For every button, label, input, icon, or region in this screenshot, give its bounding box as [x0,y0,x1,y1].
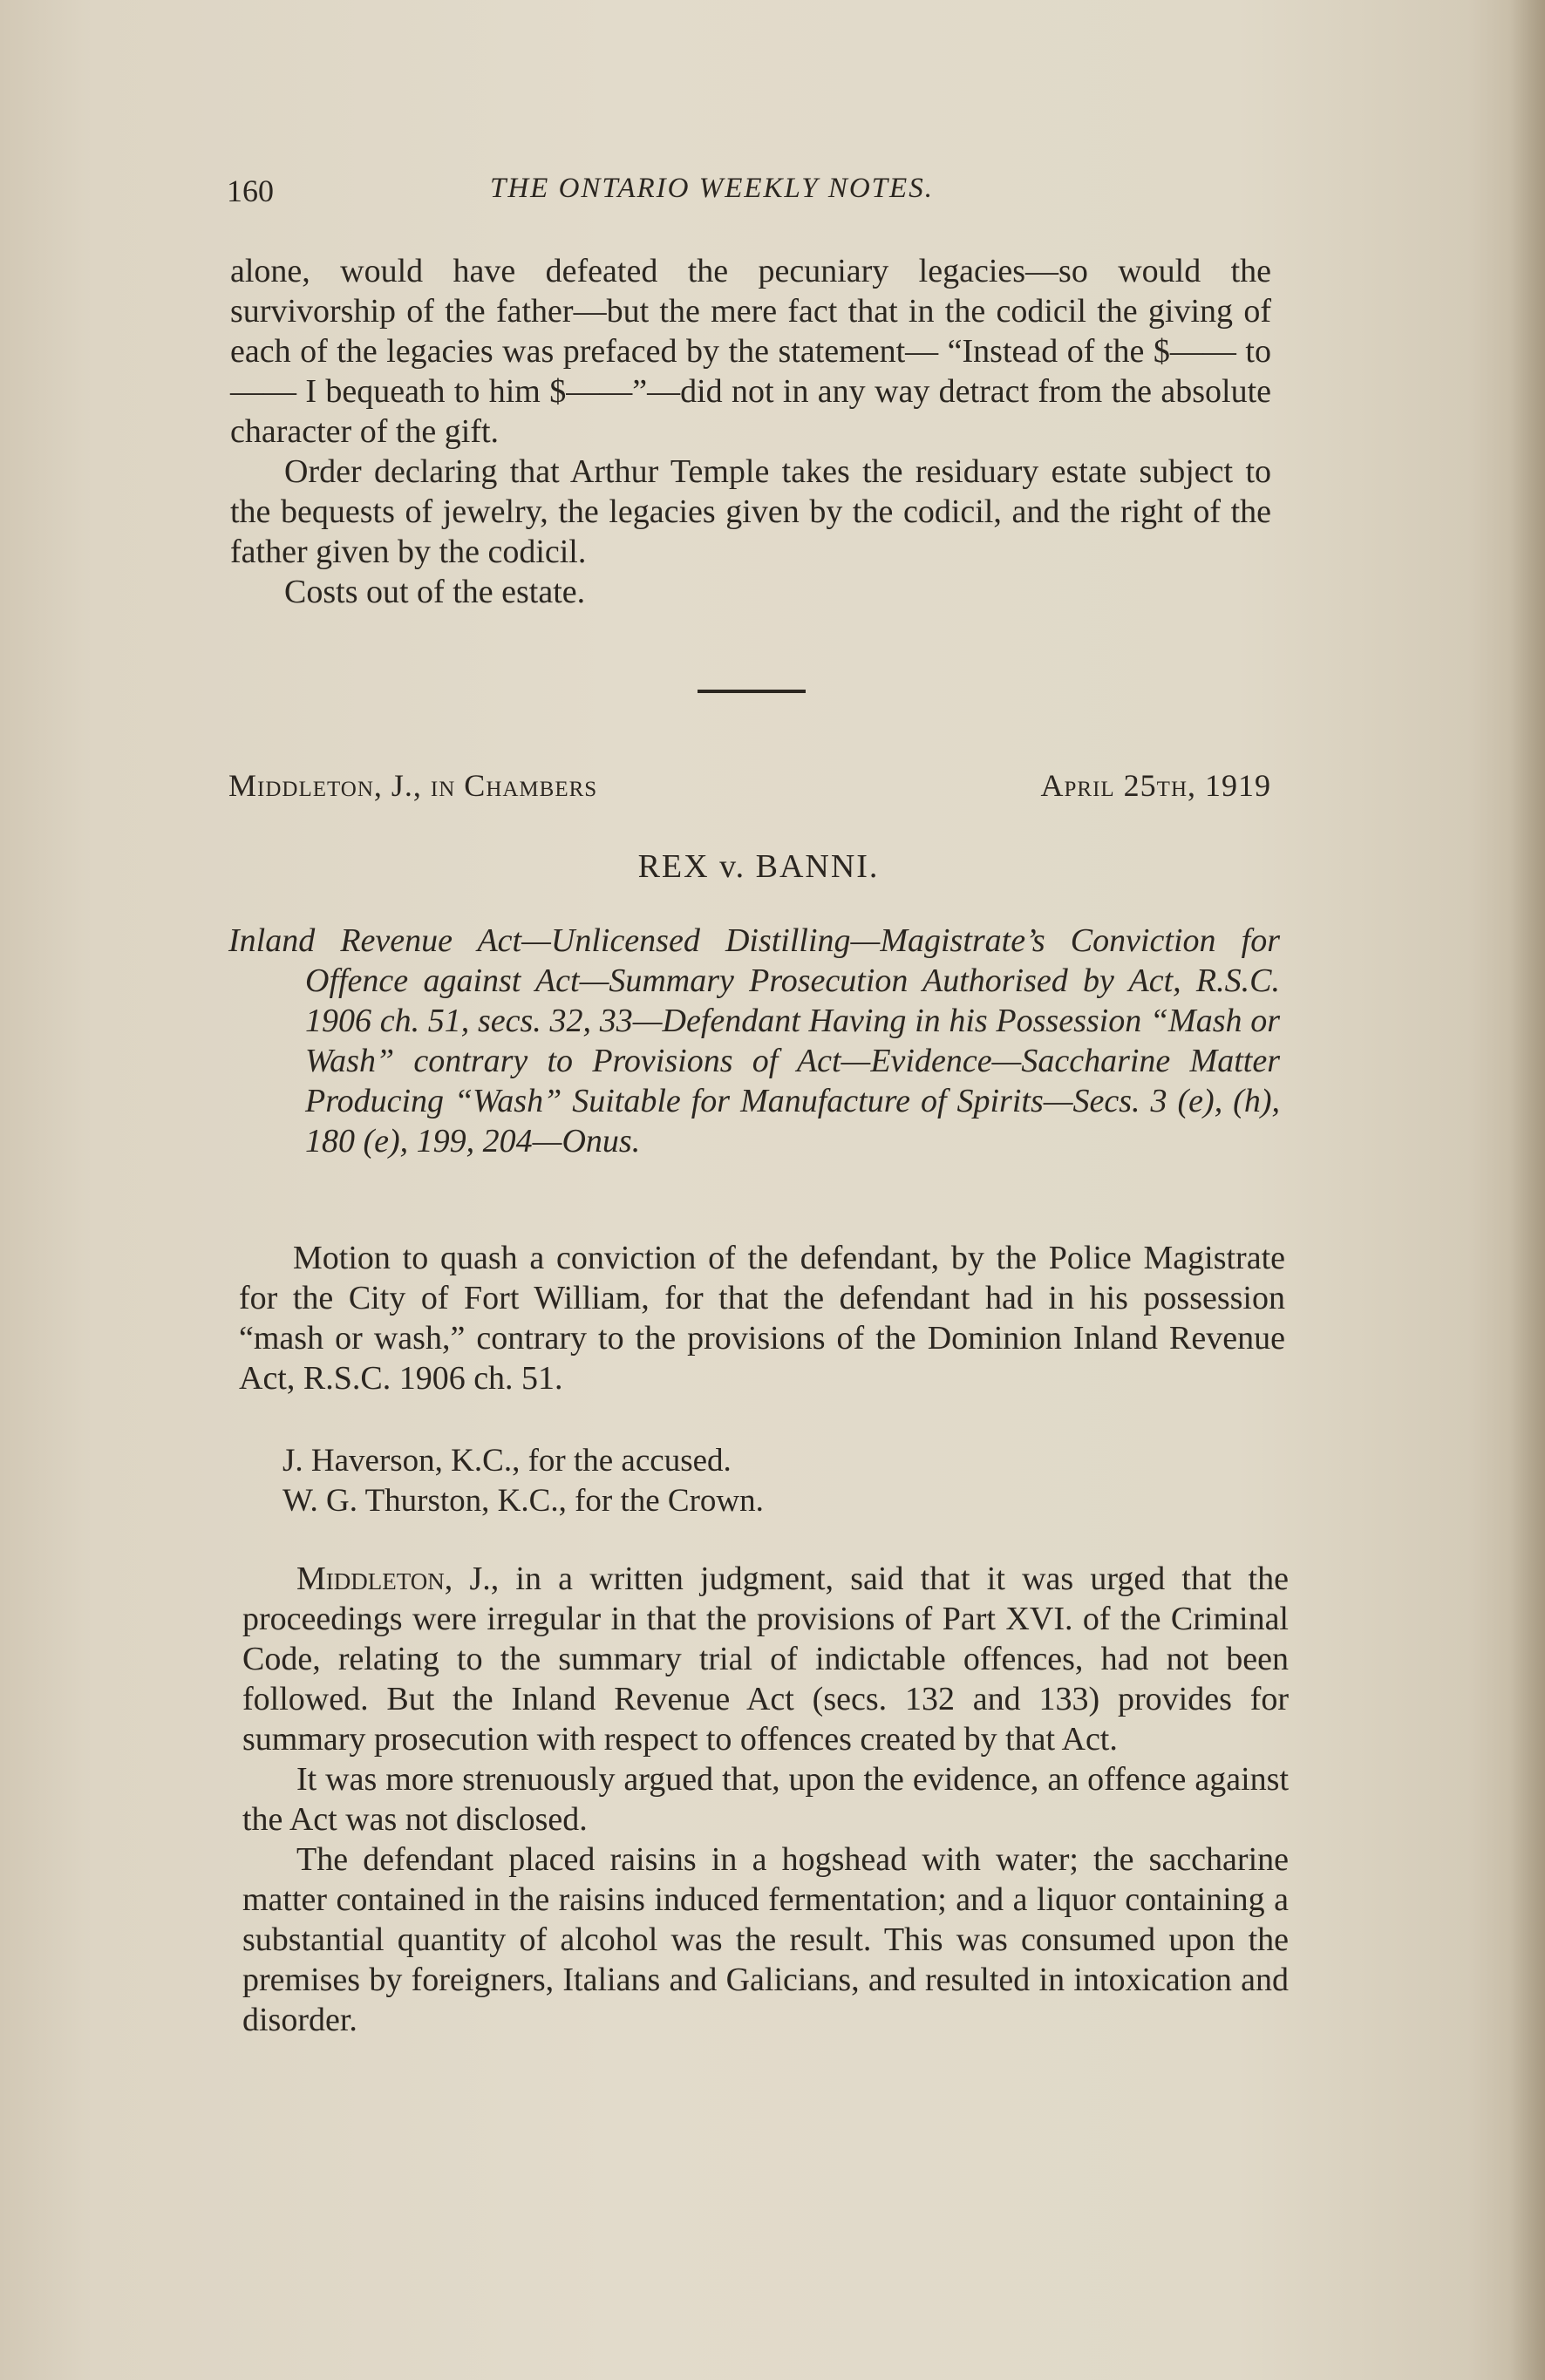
case-date: April 25th, 1919 [1040,768,1271,803]
continuation-text [230,251,1271,612]
case-dateline [228,767,1271,807]
judgment-paragraph-1 [242,1559,1289,1759]
judge-court: Middleton, J., in Chambers [228,768,598,803]
judgment-paragraph-3: The defendant placed raisins in a hogshead with water; the saccharine matter contained in the raisins induced fermentation; and a liquor containing a substantial quantity of alcohol was the result. This was consumed upon the premises by foreigners, Italians and Galicians, and resulted in intoxication and disorder. [242,1841,1289,2038]
section-divider [698,690,806,693]
page-header [227,173,1011,216]
motion-block [239,1238,1285,1398]
judge-name: Middleton, J. [296,1561,491,1597]
judgment-block [242,1559,1289,2040]
counsel-accused: J. Haverson, K.C., for the accused. [282,1443,732,1479]
judgment-paragraph-2: It was more strenuously argued that, upon the evidence, an offence against the Act was not disclosed. [242,1761,1289,1838]
case-title: REX v. BANNI. [637,848,880,885]
costs-paragraph: Costs out of the estate. [284,574,586,610]
page-edge-shadow [1510,0,1545,2380]
order-paragraph: Order declaring that Arthur Temple takes the residuary estate subject to the bequests of jewelry, the legacies given by the codicil, and the right of the father given by the codicil. [230,453,1271,570]
continuation-paragraph: alone, would have defeated the pecuniary legacies—so would the survivorship of the father—but the mere fact that in the codicil the giving of each of the legacies was prefaced by the statement— “Instead of the $—— to —— I bequeath to him $——”—did not in any way detract from the absolute character of the gift. [230,253,1271,450]
running-head: THE ONTARIO WEEKLY NOTES. [490,173,934,204]
page-number: 160 [227,173,274,208]
headnote: Inland Revenue Act—Unlicensed Distilling—Magistrate’s Conviction for Offence against Act—Summary Prosecution Authorised by Act, R.S.C. 1906 ch. 51, secs. 32, 33—Defendant Having in his Possession “Mash or Wash” contrary to Provisions of Act—Evidence—Saccharine Matter Producing “Wash” Suitable for Manufacture of Spirits—Secs. 3 (e), (h), 180 (e), 199, 204—Onus. [228,922,1280,1159]
counsel-crown: W. G. Thurston, K.C., for the Crown. [282,1483,764,1519]
judgment-text-1: , in a written judgment, said that it was urged that the proceedings were irregular in that the provisions of Part XVI. of the Criminal Code, relating to the summary trial of indictable offences, had not been followed. But the Inland Revenue Act (secs. 132 and 133) provides for summary prosecution with respect to offences created by that Act. [242,1561,1289,1758]
motion-paragraph: Motion to quash a conviction of the defendant, by the Police Magistrate for the City of Fort William, for that the defendant had in his possession “mash or wash,” contrary to the provisions of the Dominion Inland Revenue Act, R.S.C. 1906 ch. 51. [239,1240,1285,1397]
